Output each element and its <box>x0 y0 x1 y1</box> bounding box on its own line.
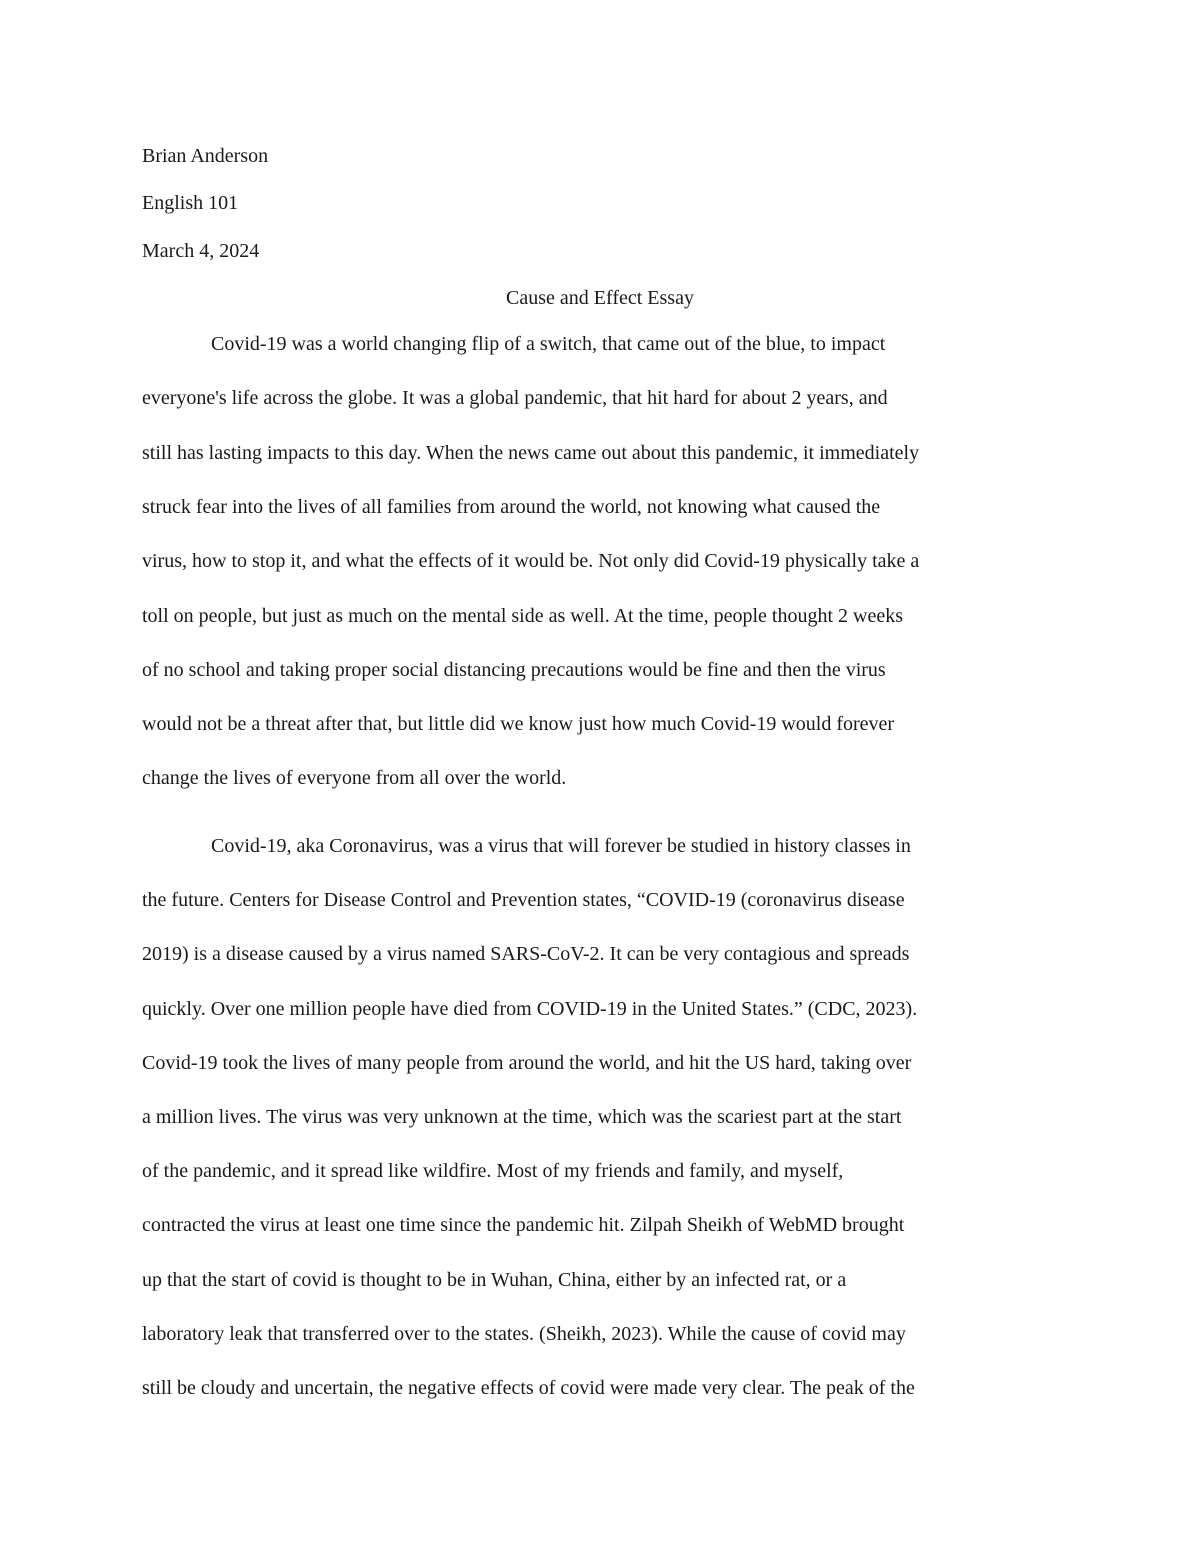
paragraph-2-line: Covid-19 took the lives of many people from around the world, and hit the US hard, taking over <box>142 1051 912 1074</box>
paragraph-2-line: 2019) is a disease caused by a virus named SARS-CoV-2. It can be very contagious and spreads <box>142 943 910 966</box>
paragraph-2-line: laboratory leak that transferred over to the states. (Sheikh, 2023). While the cause of covid may <box>142 1322 906 1345</box>
paragraph-2-line: up that the start of covid is thought to be in Wuhan, China, either by an infected rat, or a <box>142 1268 847 1291</box>
paragraph-2-line: the future. Centers for Disease Control and Prevention states, “COVID-19 (coronavirus disease <box>142 889 905 912</box>
essay-date: March 4, 2024 <box>142 240 260 262</box>
paragraph-2-line: of the pandemic, and it spread like wildfire. Most of my friends and family, and myself, <box>142 1160 844 1183</box>
paragraph-2-line: still be cloudy and uncertain, the negative effects of covid were made very clear. The peak of the <box>142 1377 915 1399</box>
paragraph-1-line: Covid-19 was a world changing flip of a switch, that came out of the blue, to impact <box>211 333 886 355</box>
paragraph-1-line: of no school and taking proper social distancing precautions would be fine and then the virus <box>142 658 886 681</box>
paragraph-1-line: would not be a threat after that, but little did we know just how much Covid-19 would forever <box>142 713 895 736</box>
paragraph-2-line: Covid-19, aka Coronavirus, was a virus that will forever be studied in history classes in <box>211 835 911 857</box>
paragraph-1-line: toll on people, but just as much on the mental side as well. At the time, people thought 2 weeks <box>142 604 903 627</box>
paragraph-1-line: still has lasting impacts to this day. When the news came out about this pandemic, it immediately <box>142 441 920 464</box>
paragraph-2-line: a million lives. The virus was very unknown at the time, which was the scariest part at the start <box>142 1106 902 1128</box>
paragraph-1-line: virus, how to stop it, and what the effects of it would be. Not only did Covid-19 physically take a <box>142 550 920 573</box>
paragraph-1-line: everyone's life across the globe. It was a global pandemic, that hit hard for about 2 years, and <box>142 387 888 410</box>
paragraph-2-line: contracted the virus at least one time since the pandemic hit. Zilpah Sheikh of WebMD brought <box>142 1214 905 1237</box>
paragraph-2-line: quickly. Over one million people have died from COVID-19 in the United States.” (CDC, 2023). <box>142 997 918 1020</box>
course-name: English 101 <box>142 192 239 214</box>
essay-title: Cause and Effect Essay <box>506 287 694 309</box>
author-name: Brian Anderson <box>142 145 269 167</box>
paragraph-1-line: change the lives of everyone from all over the world. <box>142 767 567 790</box>
paragraph-1-line: struck fear into the lives of all families from around the world, not knowing what caused the <box>142 495 881 518</box>
